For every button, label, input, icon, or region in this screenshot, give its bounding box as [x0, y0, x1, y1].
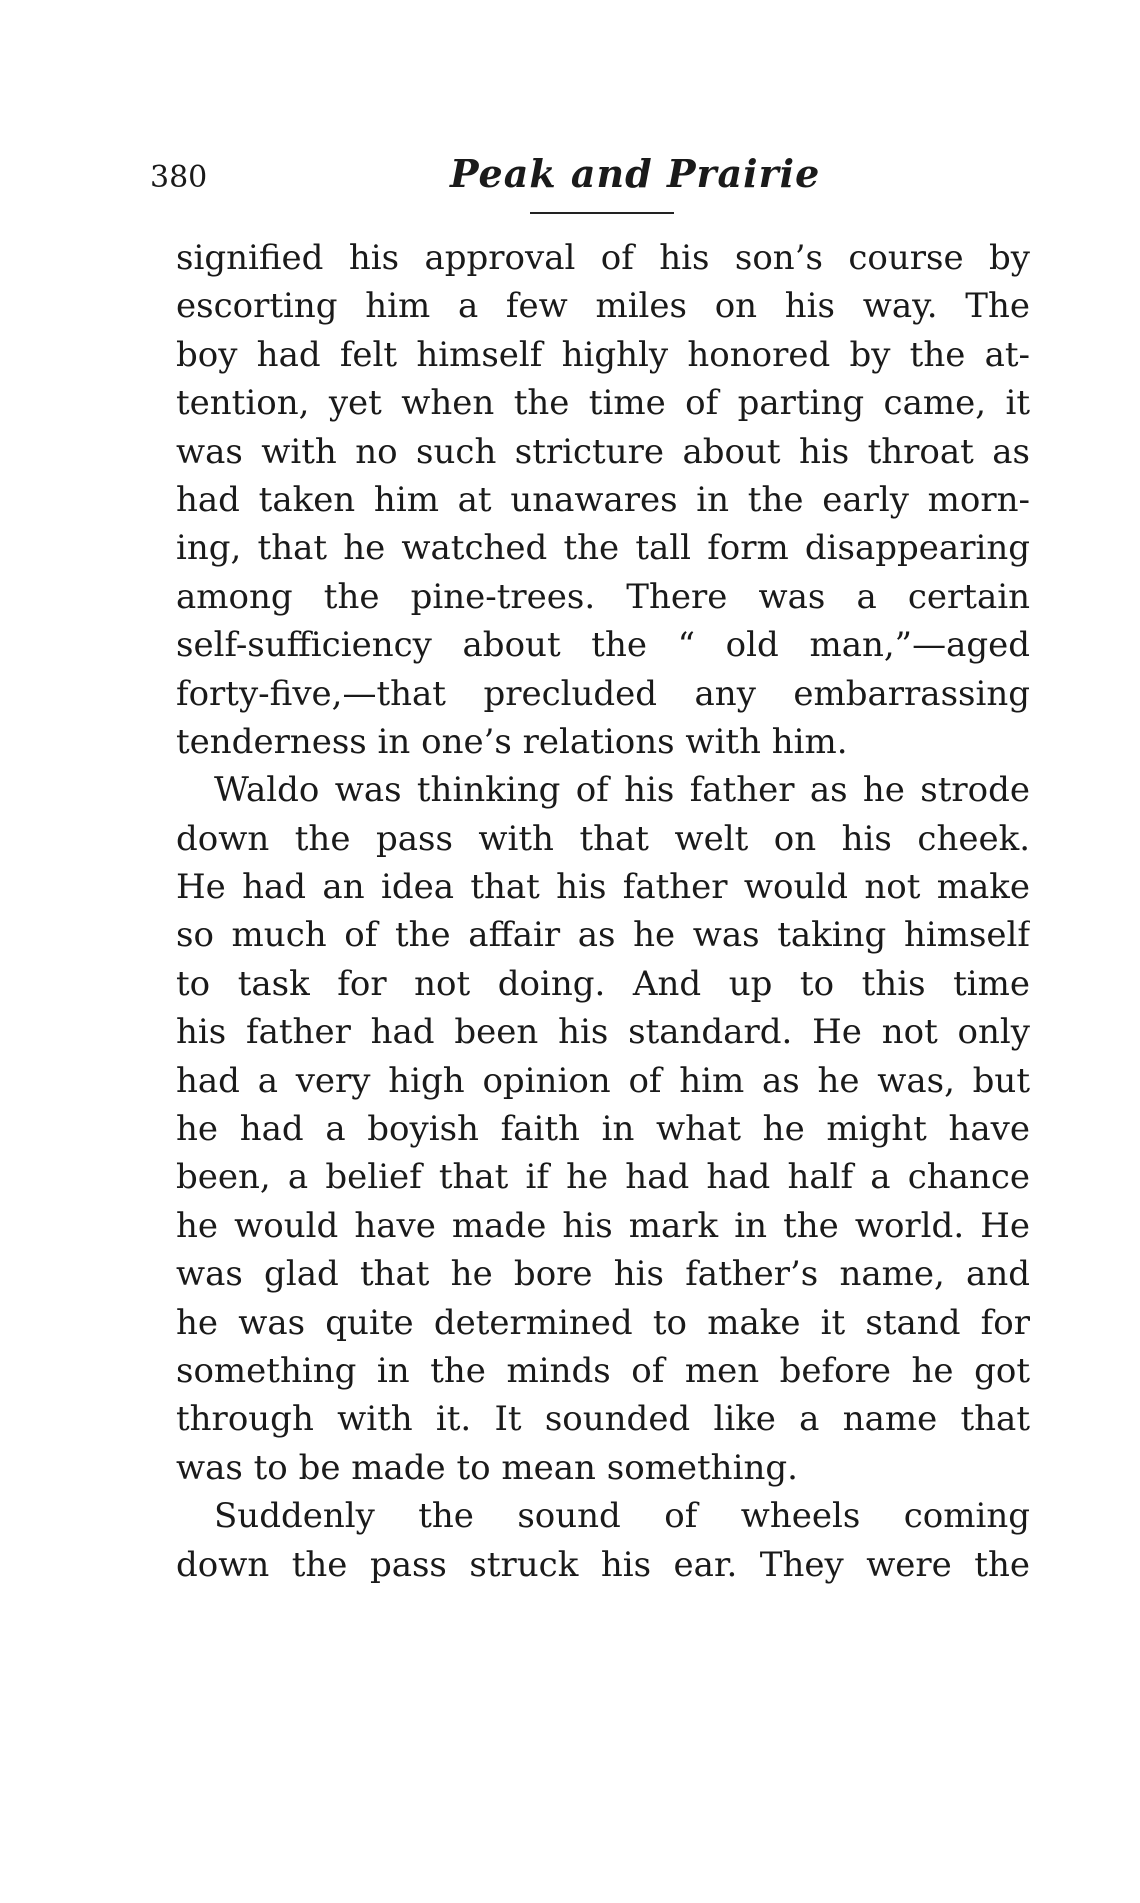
text-line: self-sufficiency about the “ old man,”—aged [176, 625, 1030, 666]
body-text [176, 234, 1030, 1589]
text-line: through with it. It sounded like a name that [176, 1399, 1030, 1440]
text-line: was with no such stricture about his throat as [176, 431, 1030, 472]
text-line: down the pass with that welt on his cheek. [176, 818, 1030, 859]
text-line: he would have made his mark in the world. He [176, 1205, 1030, 1246]
text-line: Waldo was thinking of his father as he strode [214, 770, 1030, 811]
text-line: he had a boyish faith in what he might have [176, 1109, 1030, 1150]
text-line: escorting him a few miles on his way. The [176, 286, 1030, 327]
text-line: down the pass struck his ear. They were the [176, 1544, 1030, 1585]
text-line: he was quite determined to make it stand for [176, 1302, 1030, 1343]
text-line: tenderness in one’s relations with him. [176, 721, 848, 762]
header-rule [530, 212, 674, 214]
text-line: had a very high opinion of him as he was, but [176, 1060, 1030, 1101]
text-line: among the pine-trees. There was a certain [176, 576, 1030, 617]
text-line: was to be made to mean something. [176, 1447, 798, 1488]
text-line: been, a belief that if he had had half a chance [176, 1157, 1030, 1198]
text-line: so much of the affair as he was taking himself [176, 915, 1030, 956]
text-line: tention, yet when the time of parting came, it [176, 383, 1030, 424]
page-header [0, 150, 1140, 210]
text-line: had taken him at unawares in the early morn- [176, 479, 1030, 520]
text-line: something in the minds of men before he got [176, 1350, 1030, 1391]
text-line: Suddenly the sound of wheels coming [214, 1496, 1030, 1537]
text-line: was glad that he bore his father’s name, and [176, 1254, 1030, 1295]
running-title: Peak and Prairie [450, 151, 821, 196]
text-line: forty-five,—that precluded any embarrassing [176, 673, 1030, 714]
text-line: ing, that he watched the tall form disappearing [176, 528, 1030, 569]
text-line: boy had felt himself highly honored by the at- [176, 334, 1030, 375]
text-line: to task for not doing. And up to this time [176, 963, 1030, 1004]
page-number: 380 [150, 160, 208, 195]
text-line: signified his approval of his son’s course by [176, 238, 1030, 278]
text-line: his father had been his standard. He not only [176, 1012, 1030, 1053]
text-line: He had an idea that his father would not make [176, 867, 1030, 908]
